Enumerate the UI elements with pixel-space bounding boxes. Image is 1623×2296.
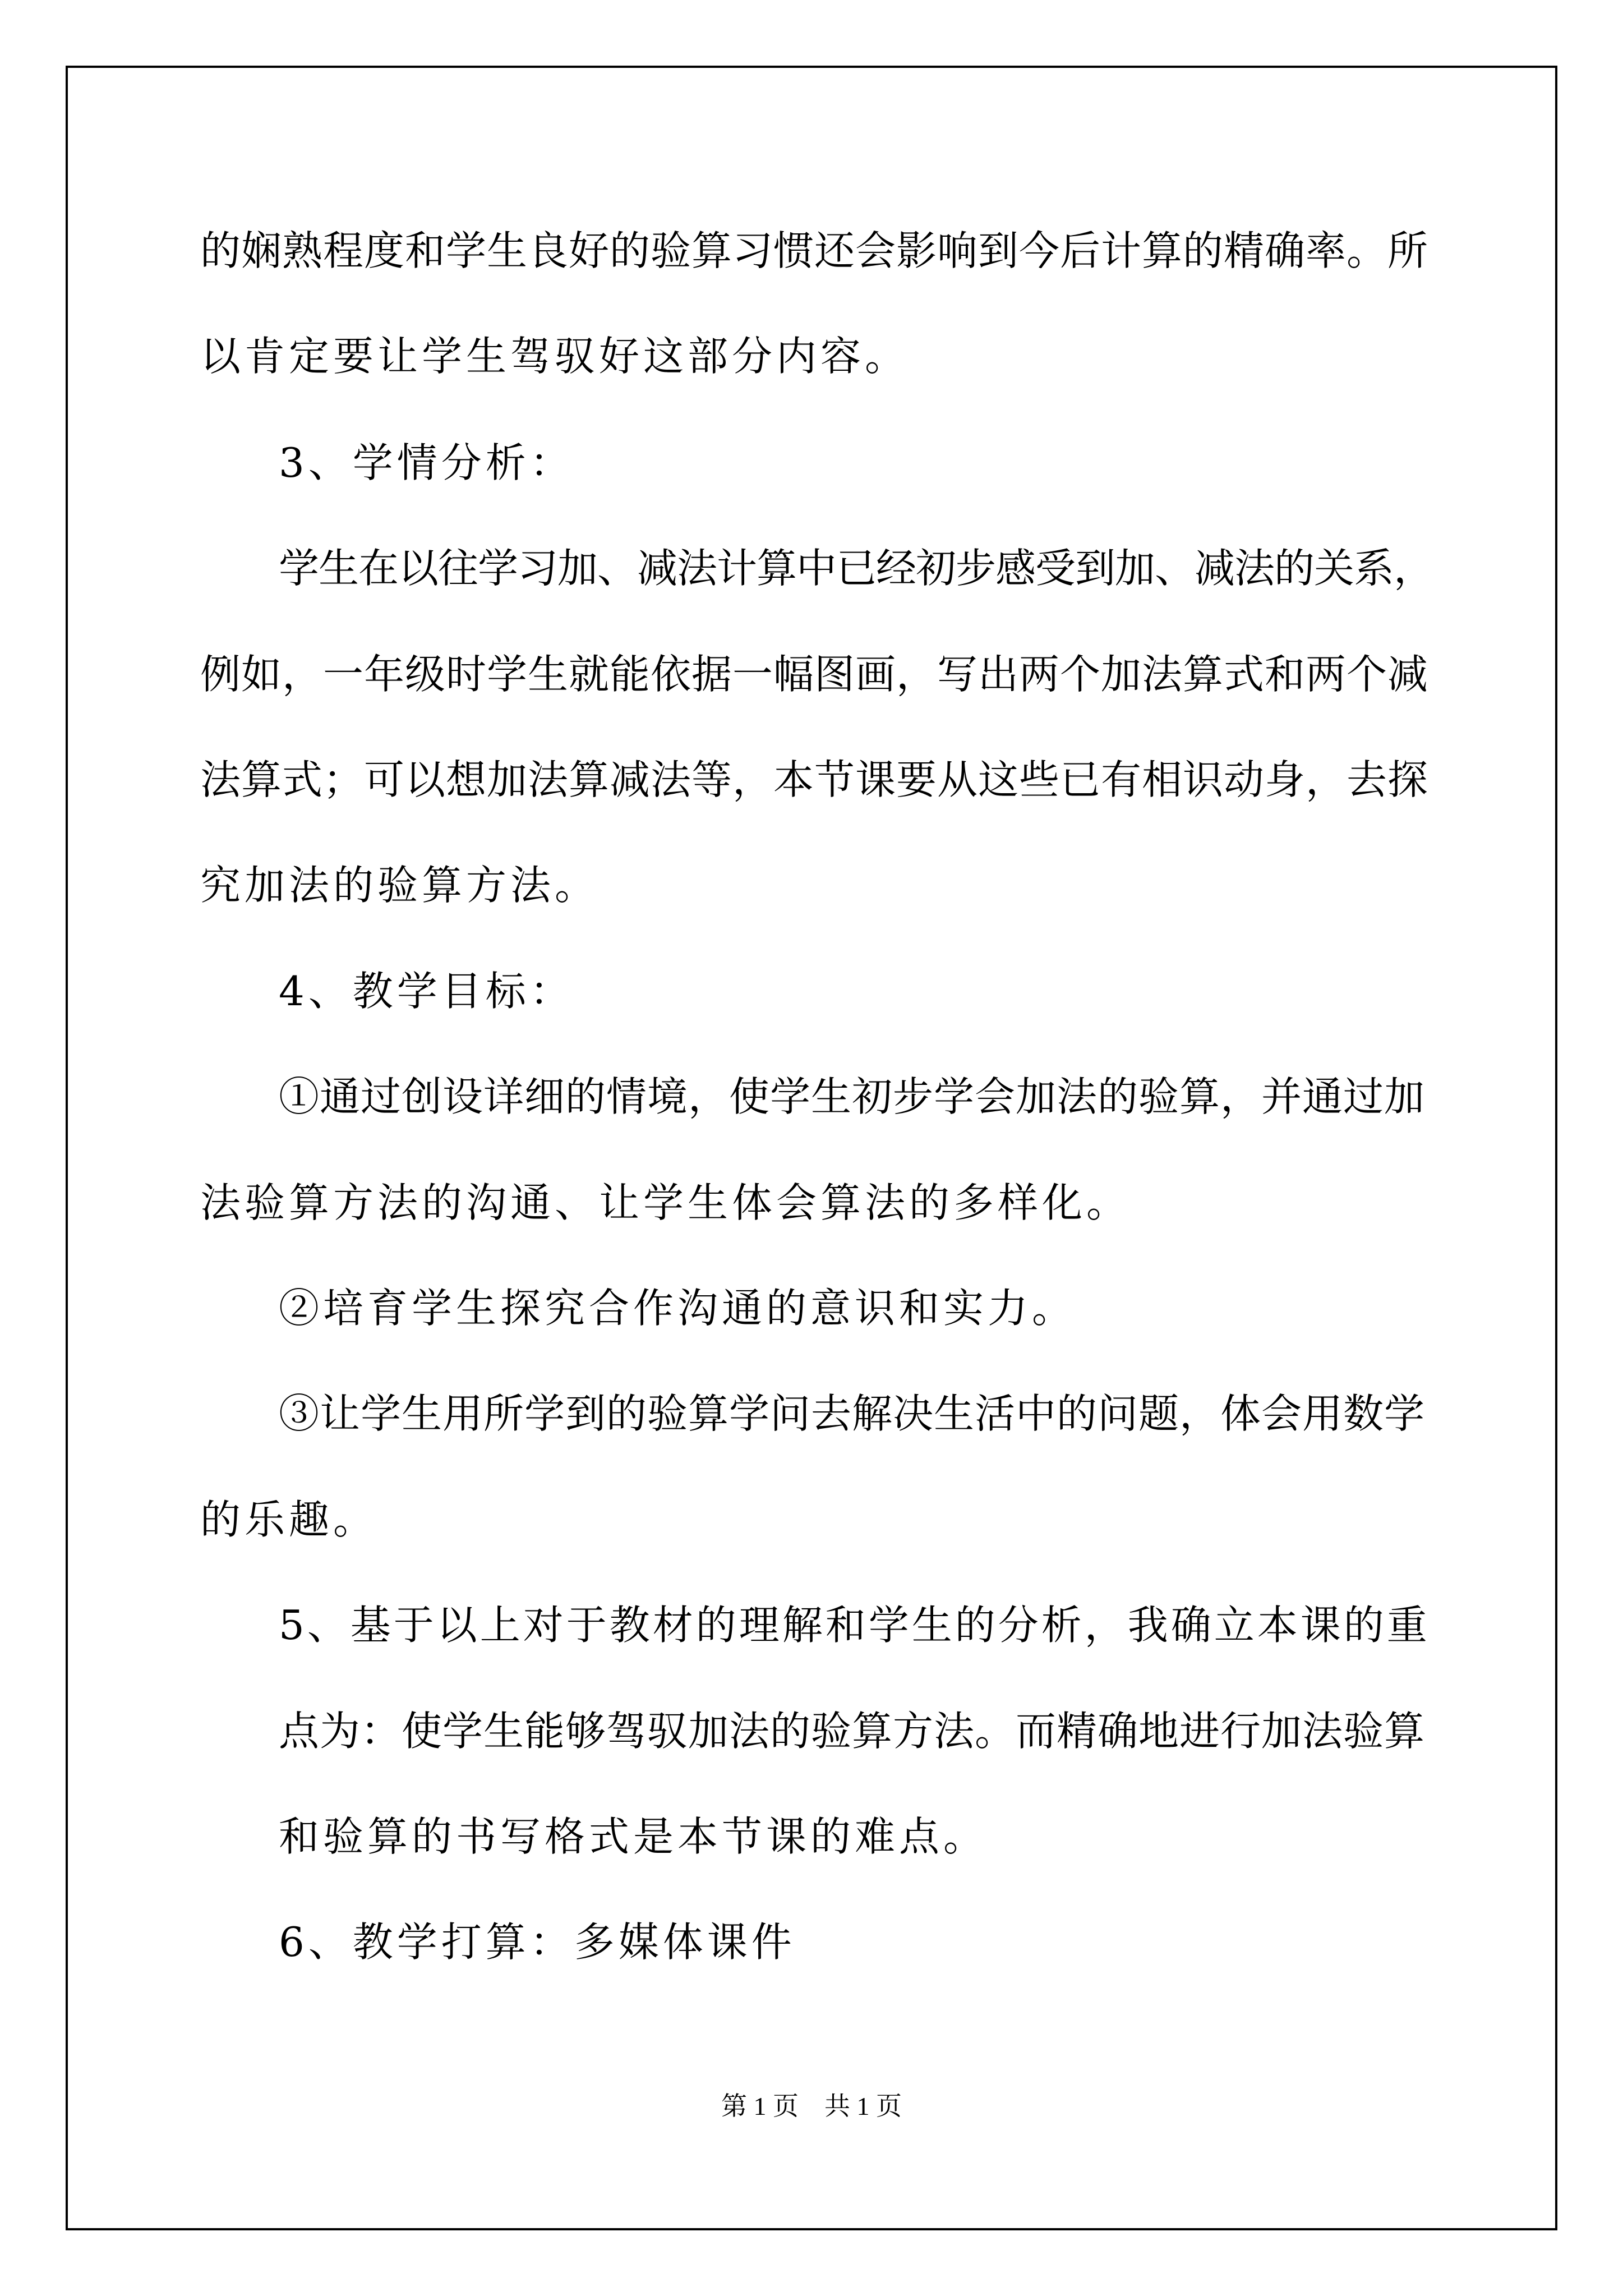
text-line: 以肯定要让学生驾驭好这部分内容。: [200, 333, 910, 380]
text-line: 法验算方法的沟通、让学生体会算法的多样化。: [200, 1179, 1131, 1226]
section-heading: 3、学情分析：: [279, 439, 574, 486]
section-heading: 4、教学目标：: [279, 968, 574, 1015]
text-line: ②培育学生探究合作沟通的意识和实力。: [279, 1285, 1077, 1332]
text-line: 例如，一年级时学生就能依据一幅图画，写出两个加法算式和两个减: [200, 651, 1429, 698]
text-line: ③让学生用所学到的验算学问去解决生活中的问题，体会用数学: [279, 1390, 1426, 1437]
section-heading: 6、教学打算：多媒体课件: [279, 1918, 796, 1966]
text-line: 法算式；可以想加法算减法等，本节课要从这些已有相识动身，去探: [200, 756, 1429, 803]
text-line: 的乐趣。: [200, 1496, 378, 1543]
text-line: 的娴熟程度和学生良好的验算习惯还会影响到今后计算的精确率。所: [200, 227, 1429, 274]
text-line: 点为：使学生能够驾驭加法的验算方法。而精确地进行加法验算: [279, 1708, 1426, 1755]
section-heading: 5、基于以上对于教材的理解和学生的分析，我确立本课的重: [279, 1602, 1430, 1649]
text-line: 和验算的书写格式是本节课的难点。: [279, 1813, 988, 1860]
page-number-footer: 第 1 页 共 1 页: [721, 2092, 902, 2120]
text-line: ①通过创设详细的情境，使学生初步学会加法的验算，并通过加: [279, 1073, 1426, 1120]
text-line: 究加法的验算方法。: [200, 862, 600, 909]
text-line: 学生在以往学习加、减法计算中已经初步感受到加、减法的关系，: [279, 545, 1434, 592]
page-border: [66, 66, 1557, 2230]
